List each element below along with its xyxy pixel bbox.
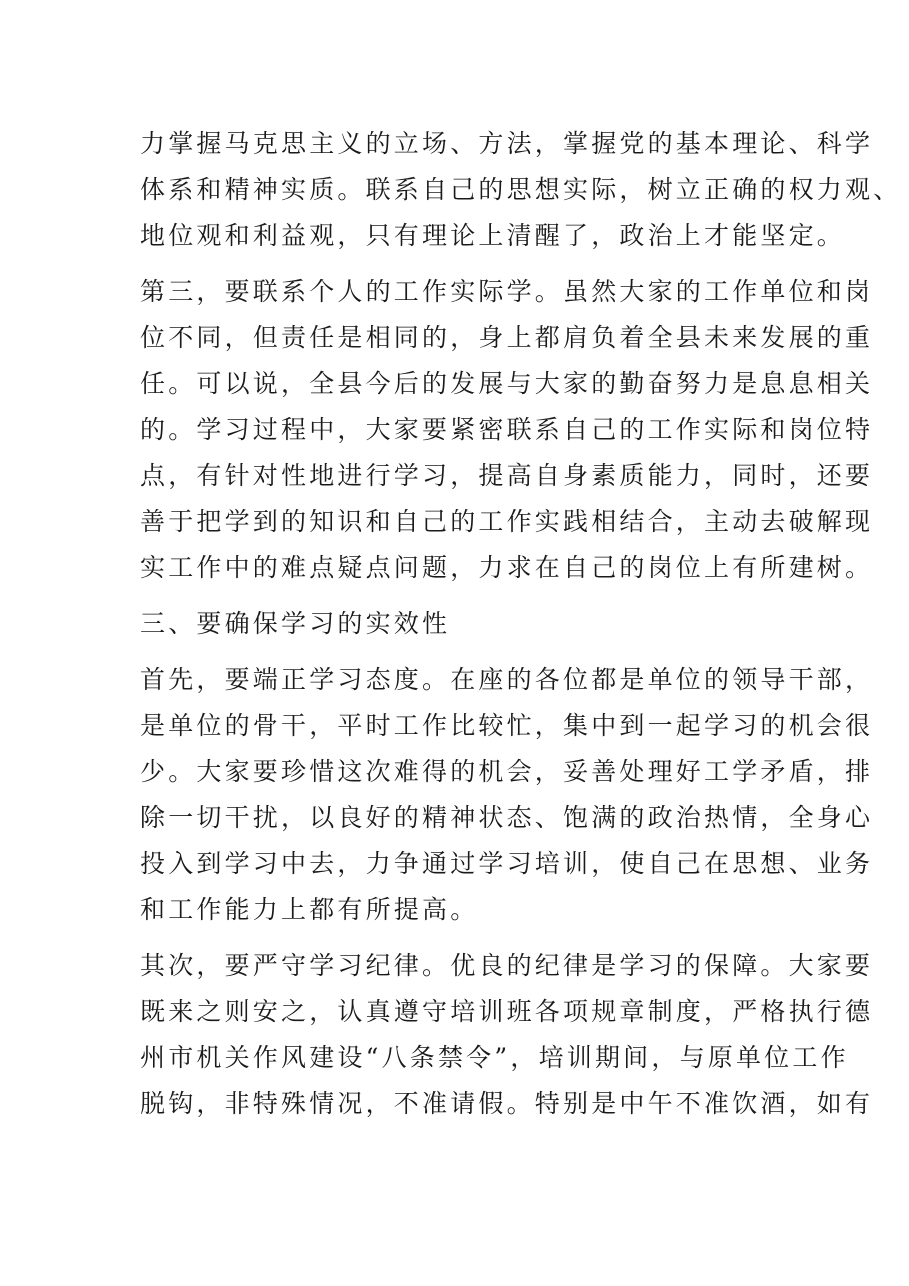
text-line: 地位观和利益观，只有理论上清醒了，政治上才能坚定。: [140, 221, 846, 250]
text-line: 除一切干扰，以良好的精神状态、饱满的政治热情，全身心: [140, 803, 874, 832]
text-line: 是单位的骨干，平时工作比较忙，集中到一起学习的机会很: [140, 711, 874, 740]
paragraph-second-discipline: [140, 943, 874, 1127]
text-line: 任。可以说，全县今后的发展与大家的勤奋努力是息息相关: [140, 369, 874, 398]
text-line: 实工作中的难点疑点问题，力求在自己的岗位上有所建树。: [140, 553, 874, 582]
text-line: 投入到学习中去，力争通过学习培训，使自己在思想、业务: [140, 849, 874, 878]
text-line: 和工作能力上都有所提高。: [140, 895, 479, 924]
text-line: 善于把学到的知识和自己的工作实践相结合，主动去破解现: [140, 507, 874, 536]
section-heading: [140, 601, 780, 647]
paragraph-third-point: [140, 269, 874, 591]
heading-line: 三、要确保学习的实效性: [140, 609, 451, 638]
text-line: 体系和精神实质。联系自己的思想实际，树立正确的权力观、: [140, 175, 902, 204]
text-line: 脱钩，非特殊情况，不准请假。特别是中午不准饮酒，如有: [140, 1089, 874, 1118]
text-line: 点，有针对性地进行学习，提高自身素质能力，同时，还要: [140, 461, 874, 490]
text-line: 第三，要联系个人的工作实际学。虽然大家的工作单位和岗: [140, 277, 874, 306]
text-line: 州市机关作风建设“八条禁令”，培训期间，与原单位工作: [140, 1043, 849, 1072]
text-line: 位不同，但责任是相同的，身上都肩负着全县未来发展的重: [140, 323, 874, 352]
paragraph-worldview-study: [140, 121, 902, 259]
text-line: 少。大家要珍惜这次难得的机会，妥善处理好工学矛盾，排: [140, 757, 874, 786]
text-line: 首先，要端正学习态度。在座的各位都是单位的领导干部，: [140, 665, 874, 694]
paragraph-first-attitude: [140, 657, 874, 933]
text-line: 力掌握马克思主义的立场、方法，掌握党的基本理论、科学: [140, 129, 874, 158]
document-body: [140, 121, 902, 1127]
text-line: 其次，要严守学习纪律。优良的纪律是学习的保障。大家要: [140, 951, 874, 980]
text-line: 既来之则安之，认真遵守培训班各项规章制度，严格执行德: [140, 997, 874, 1026]
text-line: 的。学习过程中，大家要紧密联系自己的工作实际和岗位特: [140, 415, 874, 444]
